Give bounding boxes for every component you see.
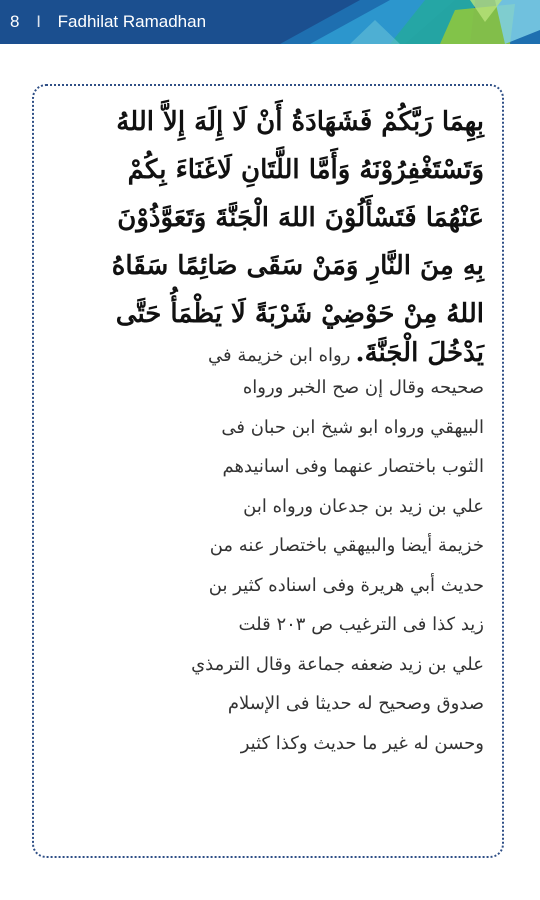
header-title <box>10 0 206 44</box>
narration-line-9: صدوق وصحيح له حديثا فى الإسلام <box>227 693 484 714</box>
narration-line-6: حديث أبي هريرة وفى اسناده كثير بن <box>208 574 484 596</box>
narration-line-2: البيهقي ورواه ابو شيخ ابن حبان فى <box>221 416 484 438</box>
page-header <box>0 0 540 44</box>
hadith-content <box>54 98 484 763</box>
header-decoration <box>240 0 540 44</box>
arabic-line-1: بِهِمَا رَبَّكُمْ فَشَهَادَةُ أَنْ لَا إِلَهَ إِلاَّ اللهُ <box>116 107 484 137</box>
arabic-line-6 <box>54 338 484 368</box>
narration-line-10: وحسن له غير ما حديث وكذا كثير <box>240 732 484 754</box>
narration-line-3: الثوب باختصار عنهما وفى اسانيدهم <box>222 456 484 477</box>
narration-line-8: علي بن زيد ضعفه جماعة وقال الترمذي <box>191 653 484 675</box>
narration-line-5: خزيمة أيضا والبيهقي باختصار عنه من <box>209 535 484 556</box>
arabic-line-2: وَتَسْتَغْفِرُوْنَهُ وَأَمَّا اللَّتَانِ لَاغَنَاءَ بِكُمْ <box>127 155 484 185</box>
page-number: 8 <box>10 12 20 31</box>
arabic-line-6-narration: رواه ابن خزيمة في <box>208 345 351 366</box>
arabic-line-5: اللهُ مِنْ حَوْضِيْ شَرْبَةً لَا يَظْمَأُ حَتَّى <box>115 299 484 329</box>
narration-line-7: زيد كذا فى الترغيب ص ٢٠٣ قلت <box>238 614 484 635</box>
arabic-line-6-bold: يَدْخُلَ الْجَنَّةَ. <box>355 338 484 368</box>
narration-text <box>54 368 484 763</box>
book-title: Fadhilat Ramadhan <box>57 12 207 31</box>
narration-line-1: صحيحه وقال إن صح الخبر ورواه <box>242 377 484 398</box>
arabic-line-3: عَنْهُمَا فَتَسْأَلُوْنَ اللهَ الْجَنَّةَ وَتَعَوَّذُوْنَ <box>117 203 484 233</box>
hadith-text-box <box>32 84 504 858</box>
header-separator: I <box>36 12 41 31</box>
arabic-hadith-text <box>54 98 484 338</box>
arabic-line-4: بِهِ مِنَ النَّارِ وَمَنْ سَقَى صَائِمًا سَقَاهُ <box>111 251 484 281</box>
narration-line-4: علي بن زيد بن جدعان ورواه ابن <box>243 495 484 517</box>
